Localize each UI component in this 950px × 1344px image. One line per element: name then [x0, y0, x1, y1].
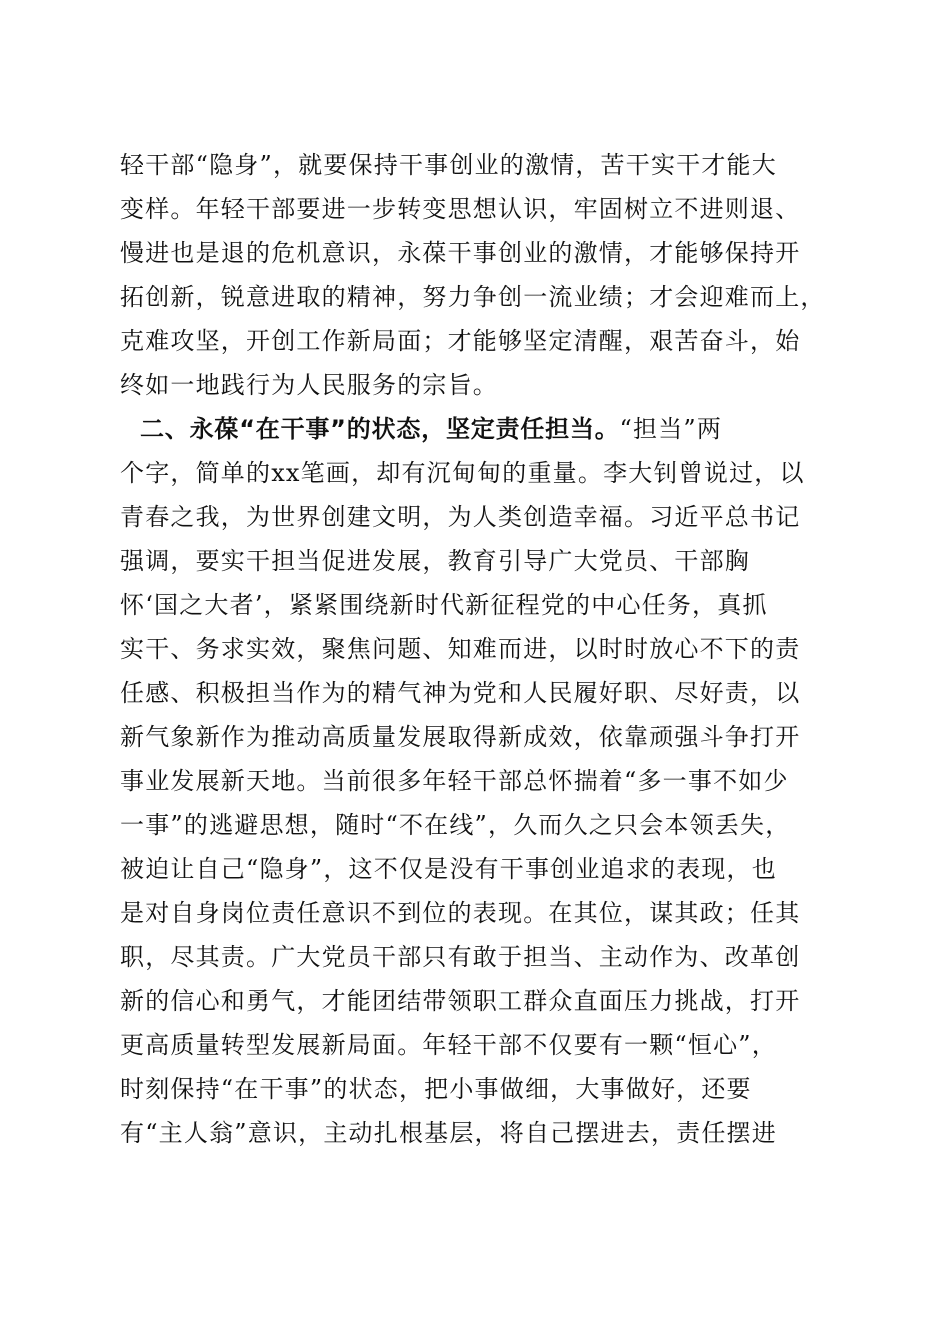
paragraph-1 — [120, 143, 832, 407]
text-line: 一事”的逃避思想，随时“不在线”，久而久之只会本领丢失， — [120, 811, 791, 839]
heading-line-rest: “担当”两 — [619, 415, 723, 443]
text-line: 有“主人翁”意识，主动扎根基层，将自己摆进去，责任摆进 — [120, 1119, 777, 1147]
text-line: 怀‘国之大者’，紧紧围绕新时代新征程党的中心任务，真抓 — [120, 591, 768, 619]
text-line: 拓创新，锐意进取的精神，努力争创一流业绩；才会迎难而上， — [120, 283, 826, 311]
text-line: 更高质量转型发展新局面。年轻干部不仅要有一颗“恒心”， — [120, 1031, 777, 1059]
text-line: 新的信心和勇气，才能团结带领职工群众直面压力挑战，打开 — [120, 987, 801, 1015]
text-line: 时刻保持“在干事”的状态，把小事做细，大事做好，还要 — [120, 1075, 752, 1103]
text-line: 事业发展新天地。当前很多年轻干部总怀揣着“多一事不如少 — [120, 767, 789, 795]
paragraph-2 — [120, 407, 832, 1155]
text-line: 新气象新作为推动高质量发展取得新成效，依靠顽强斗争打开 — [120, 723, 801, 751]
text-line: 终如一地践行为人民服务的宗旨。 — [120, 371, 498, 399]
text-line: 克难攻坚，开创工作新局面；才能够坚定清醒，艰苦奋斗，始 — [120, 327, 801, 355]
paragraph-first-line — [120, 407, 832, 451]
section-heading: 二、永葆“在干事”的状态，坚定责任担当。 — [140, 415, 620, 443]
text-line: 实干、务求实效，聚焦问题、知难而进，以时时放心不下的责 — [120, 635, 801, 663]
text-line: 慢进也是退的危机意识，永葆干事创业的激情，才能够保持开 — [120, 239, 801, 267]
text-line: 强调，要实干担当促进发展，教育引导广大党员、干部胸 — [120, 547, 750, 575]
text-line: 被迫让自己“隐身”，这不仅是没有干事创业追求的表现，也 — [120, 855, 777, 883]
text-line: 个字，简单的xx笔画，却有沉甸甸的重量。李大钊曾说过，以 — [120, 459, 805, 487]
text-line: 轻干部“隐身”，就要保持干事创业的激情，苦干实干才能大 — [120, 151, 777, 179]
text-line: 职，尽其责。广大党员干部只有敢于担当、主动作为、改革创 — [120, 943, 801, 971]
text-line: 是对自身岗位责任意识不到位的表现。在其位，谋其政；任其 — [120, 899, 801, 927]
text-line: 任感、积极担当作为的精气神为党和人民履好职、尽好责，以 — [120, 679, 801, 707]
text-line: 青春之我，为世界创建文明，为人类创造幸福。习近平总书记 — [120, 503, 801, 531]
text-line: 变样。年轻干部要进一步转变思想认识，牢固树立不进则退、 — [120, 195, 801, 223]
